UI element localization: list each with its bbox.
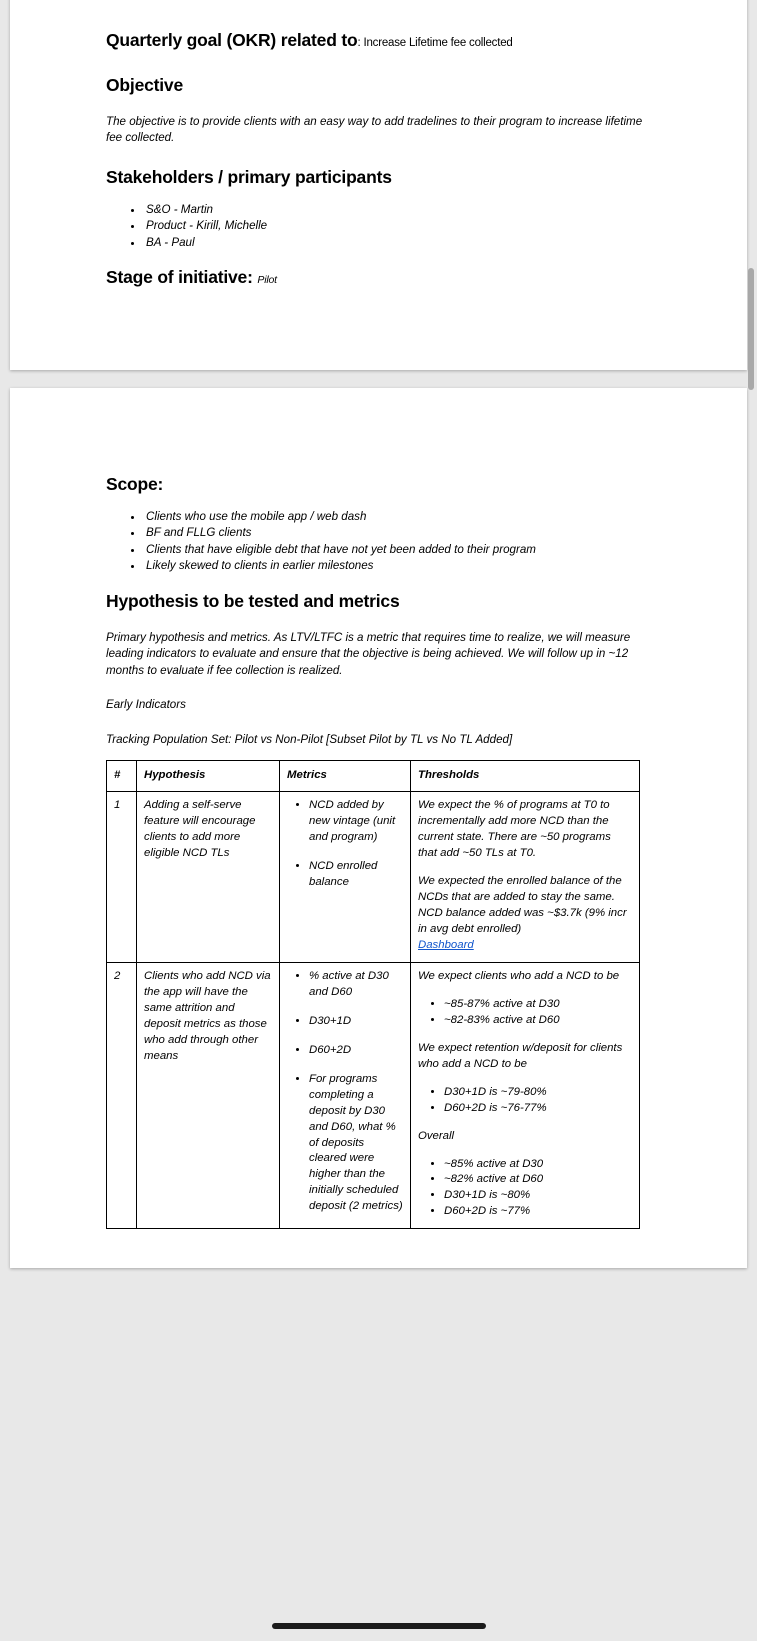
list-item: • ~82-83% active at D60	[444, 1013, 632, 1029]
table-row	[107, 962, 640, 1229]
row-1-threshold-paragraph-2	[418, 874, 632, 954]
list-item: • D30+1D is ~80%	[444, 1188, 632, 1204]
table-header-row	[107, 761, 640, 792]
row-2-metrics	[280, 962, 411, 1229]
okr-heading	[106, 30, 651, 51]
row-1-threshold-text-2: We expected the enrolled balance of the NCDs that are added to stay the same. NCD balance added was ~$3.7k (9% incr in avg debt enrolled)	[418, 874, 627, 935]
viewer-bottom-bar	[0, 1599, 757, 1641]
row-2-threshold-list-3	[418, 1157, 632, 1221]
list-item: • ~85-87% active at D30	[444, 997, 632, 1013]
stage-value: Pilot	[257, 274, 277, 287]
row-1-metrics	[280, 792, 411, 963]
row-2-number: 2	[107, 962, 137, 1229]
list-item: • ~82% active at D60	[444, 1172, 632, 1188]
list-item: • Likely skewed to clients in earlier milestones	[144, 558, 651, 574]
row-2-hypothesis: Clients who add NCD via the app will have the same attrition and deposit metrics as those who add through other means	[137, 962, 280, 1229]
tracking-population-label: Tracking Population Set: Pilot vs Non-Pilot [Subset Pilot by TL vs No TL Added]	[106, 732, 513, 746]
row-1-hypothesis: Adding a self-serve feature will encourage clients to add more eligible NCD TLs	[137, 792, 280, 963]
row-1-threshold-paragraph-1: We expect the % of programs at T0 to incrementally add more NCD than the current state. There are ~50 programs that add ~50 TLs at T0.	[418, 799, 611, 859]
list-item: • D60+2D is ~76-77%	[444, 1101, 632, 1117]
list-item: • D30+1D is ~79-80%	[444, 1085, 632, 1101]
scope-heading: Scope:	[106, 474, 164, 494]
row-1-thresholds	[411, 792, 640, 963]
scope-list	[106, 509, 651, 575]
list-item: • D30+1D	[309, 1014, 403, 1030]
list-item: • NCD enrolled balance	[309, 859, 403, 891]
page-separator	[0, 370, 757, 388]
hypothesis-intro: Primary hypothesis and metrics. As LTV/LTFC is a metric that requires time to realize, we will measure leading indicators to evaluate and ensure that the objective is being achieved. We will follow up in ~12 months to evaluate if fee collection is realized.	[106, 630, 631, 677]
objective-text: The objective is to provide clients with an easy way to add tradelines to their program to increase lifetime fee collected.	[106, 115, 643, 145]
list-item: • For programs completing a deposit by D30 and D60, what % of deposits cleared were higher than the initially scheduled deposit (2 metrics)	[309, 1072, 403, 1216]
row-2-thresholds	[411, 962, 640, 1229]
table-header-thresholds: Thresholds	[411, 761, 640, 792]
list-item: • D60+2D is ~77%	[444, 1204, 632, 1220]
list-item: • ~85% active at D30	[444, 1157, 632, 1173]
list-item: • BF and FLLG clients	[144, 525, 651, 541]
list-item: • Clients that have eligible debt that have not yet been added to their program	[144, 542, 651, 558]
row-2-threshold-list-1	[418, 997, 632, 1029]
vertical-scrollbar[interactable]	[748, 268, 754, 390]
row-2-threshold-intro-1: We expect clients who add a NCD to be	[418, 969, 620, 982]
stage-heading	[106, 267, 651, 288]
row-2-threshold-intro-3: Overall	[418, 1129, 455, 1142]
home-indicator[interactable]	[272, 1623, 486, 1629]
table-header-hypothesis: Hypothesis	[137, 761, 280, 792]
objective-heading: Objective	[106, 75, 183, 95]
list-item: • D60+2D	[309, 1043, 403, 1059]
list-item: • BA - Paul	[144, 235, 651, 251]
okr-heading-label: Quarterly goal (OKR) related to	[106, 30, 358, 50]
stakeholders-heading: Stakeholders / primary participants	[106, 166, 392, 187]
stakeholders-list	[106, 202, 651, 251]
list-item: • Product - Kirill, Michelle	[144, 218, 651, 234]
page-3-content	[10, 0, 747, 288]
list-item: • NCD added by new vintage (unit and program)	[309, 798, 403, 846]
list-item: • % active at D30 and D60	[309, 969, 403, 1001]
stage-heading-label: Stage of initiative:	[106, 267, 253, 288]
list-item: • S&O - Martin	[144, 202, 651, 218]
list-item: • Clients who use the mobile app / web dash	[144, 509, 651, 525]
table-header-metrics: Metrics	[280, 761, 411, 792]
dashboard-link[interactable]: Dashboard	[418, 938, 474, 951]
page-4-content	[10, 388, 747, 1229]
hypothesis-heading: Hypothesis to be tested and metrics	[106, 590, 400, 611]
okr-value: : Increase Lifetime fee collected	[357, 37, 513, 49]
hypothesis-metrics-table	[106, 760, 640, 1229]
document-page-4	[10, 388, 747, 1268]
row-2-threshold-intro-2: We expect retention w/deposit for clients who add a NCD to be	[418, 1041, 623, 1070]
early-indicators-label: Early Indicators	[106, 698, 186, 712]
document-page-3	[10, 0, 747, 370]
table-row	[107, 792, 640, 963]
row-1-number: 1	[107, 792, 137, 963]
table-header-number: #	[107, 761, 137, 792]
row-2-threshold-list-2	[418, 1085, 632, 1117]
